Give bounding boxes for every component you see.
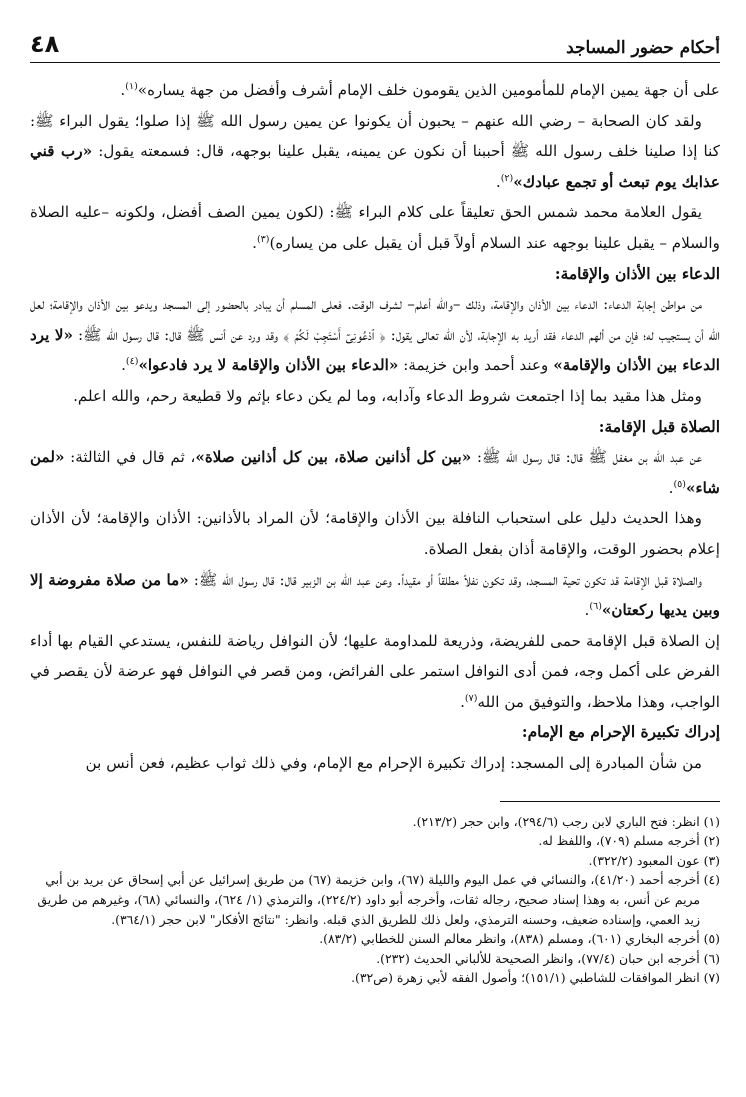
footnote: (٧) انظر الموافقات للشاطبي (١٥١/١)؛ وأصول الفقه لأبي زهرة (ص٣٢). bbox=[351, 970, 720, 986]
footnote-ref[interactable]: (٢) bbox=[500, 172, 514, 184]
paragraph: عن عبد الله بن مغفل ﷺ قال: قال رسول الله ﷺ: «بين كل أذانين صلاة، بين كل أذانين صلاة»، ثم قال في الثالثة: «لمن شاء»$^{(٥)}$. bbox=[30, 448, 720, 497]
footnote-ref[interactable]: (٥) bbox=[673, 478, 686, 490]
paragraph: وهذا الحديث دليل على استحباب النافلة بين الأذان والإقامة؛ لأن المراد بالأذانين: الأذان والإقامة؛ لأن الأذان إعلام بحضور الوقت، والإقامة أذان بفعل الصلاة. bbox=[30, 509, 720, 558]
paragraph: يقول العلامة محمد شمس الحق تعليقاً على كلام البراء ﷺ: (لكون يمين الصف أفضل، ولكونه –عليه الصلاة والسلام – يقبل علينا بوجهه عند السلام أولاً قبل أن يقبل على من يساره)$^{(٣)}$. bbox=[30, 203, 720, 252]
hadith-quote: «لا يرد الدعاء بين الأذان والإقامة» bbox=[30, 325, 720, 375]
running-header bbox=[30, 28, 720, 63]
section-heading: الدعاء بين الأذان والإقامة: bbox=[554, 264, 720, 283]
paragraph: من شأن المبادرة إلى المسجد: إدراك تكبيرة الإحرام مع الإمام، وفي ذلك ثواب عظيم، فعن أنس بن bbox=[85, 754, 702, 773]
footnote: (٦) أخرجه ابن حبان (٧٧/٤)، وانظر الصحيحة للألباني الحديث (٢٣٢). bbox=[376, 950, 720, 966]
page bbox=[30, 28, 720, 988]
page-number: ٤٨ bbox=[30, 30, 60, 58]
hadith-quote: «بين كل أذانين صلاة، بين كل أذانين صلاة» bbox=[195, 448, 472, 467]
paragraph: ولقد كان الصحابة – رضي الله عنهم – يحبون أن يكونوا عن يمين رسول الله ﷺ إذا صلوا؛ يقول البراء ﷺ: كنا إذا صلينا خلف رسول الله ﷺ أحببنا أن نكون عن يمينه، يقبل علينا بوجهه، قال: فسمعته يقول: «رب قني عذابك يوم تبعث أو تجمع عبادك»$^{(٢)}$. bbox=[30, 111, 720, 191]
hadith-quote: «ما من صلاة مفروضة إلا وبين يديها ركعتان» bbox=[30, 570, 720, 620]
footnote-ref[interactable]: (٦) bbox=[589, 601, 602, 613]
section-heading: الصلاة قبل الإقامة: bbox=[598, 417, 720, 436]
running-title: أحكام حضور المساجد bbox=[566, 38, 720, 58]
footnote-ref[interactable]: (٣) bbox=[256, 233, 270, 245]
footnote: (٣) عون المعبود (٣٢٢/٢). bbox=[588, 852, 720, 868]
paragraph: والصلاة قبل الإقامة قد تكون تحية المسجد، وقد تكون نفلاً مطلقاً أو مقيداً. وعن عبد الله بن الزبير قال: قال رسول الله ﷺ: «ما من صلاة مفروضة إلا وبين يديها ركعتان»$^{(٦)}$. bbox=[30, 570, 720, 620]
quran-quote: ﴿ ٱدْعُونِىٓ أَسْتَجِبْ لَكُمْ ﴾ bbox=[283, 325, 386, 344]
footnote-separator bbox=[500, 801, 720, 802]
footnote-ref[interactable]: (٧) bbox=[464, 692, 478, 704]
footnotes bbox=[30, 812, 720, 988]
paragraph: ومثل هذا مقيد بما إذا اجتمعت شروط الدعاء وآدابه، وما لم يكن دعاء بإثم ولا قطيعة رحم، والله اعلم. bbox=[73, 386, 702, 405]
hadith-quote: «رب قني عذابك يوم تبعث أو تجمع عبادك» bbox=[30, 142, 720, 191]
footnote-ref[interactable]: (٤) bbox=[125, 356, 139, 368]
hadith-quote: «الدعاء بين الأذان والإقامة لا يرد فادعوا» bbox=[138, 356, 399, 375]
hadith-quote: «لمن شاء» bbox=[30, 448, 720, 497]
footnote: (٢) أخرجه مسلم (٧٠٩)، واللفظ له. bbox=[538, 833, 720, 849]
section-heading: إدراك تكبيرة الإحرام مع الإمام: bbox=[521, 723, 720, 742]
footnote: (١) انظر: فتح الباري لابن رجب (٢٩٤/٦)، وابن حجر (٢١٣/٢). bbox=[412, 813, 720, 829]
footnote: (٤) أخرجه أحمد (٤١/٢٠)، والنسائي في عمل اليوم والليلة (٦٧)، وابن خزيمة (٦٧) من طريق إسرائيل عن أبي إسحاق عن بريد بن أبي مريم عن أنس، به وهذا إسناد صحيح، رجاله ثقات، وأخرجه أبو داود (٢٢٤/٢)، والترمذي (١/ ٦٢٤)، والنسائي (٦٨)، وغيرهم من طريق زيد العمي، وإسناده ضعيف، وحسنه الترمذي، ولعل ذلك للطريق الذي قبله. وانظر: "نتائج الأفكار" لابن حجر (٣٦٤/١). bbox=[37, 872, 720, 927]
main-text bbox=[30, 75, 720, 779]
paragraph: إن الصلاة قبل الإقامة حمى للفريضة، وذريعة للمداومة عليها؛ لأن النوافل رياضة للنفس، يستدعي القيام بها أداء الفرض على أكمل وجه، فمن أدى النوافل استمر على الفرائض، ومن قصر في النوافل فهو عرضة لأن يقصر في الواجب، وهذا ملاحظ، والتوفيق من الله$^{(٧)}$. bbox=[30, 631, 720, 711]
paragraph: من مواطن إجابة الدعاء: الدعاء بين الأذان والإقامة، وذلك –والله أعلم– لشرف الوقت. فعلى المسلم أن يبادر بالحضور إلى المسجد ويدعو بين الأذان والإقامة؛ لعل الله أن يستجيب له؛ فإن من ألهم الدعاء فقد أريد به الإجابة، لأن الله تعالى يقول: ﴿ ٱدْعُونِىٓ أَسْتَجِبْ لَكُمْ ﴾ وقد ورد عن أنس ﷺ قال: قال رسول الله ﷺ: «لا يرد الدعاء بين الأذان والإقامة» وعند أحمد وابن خزيمة: «الدعاء بين الأذان والإقامة لا يرد فادعوا»$^{(٤)}$. bbox=[30, 295, 721, 375]
footnote: (٥) أخرجه البخاري (٦٠١)، ومسلم (٨٣٨)، وانظر معالم السنن للخطابي (٨٣/٢). bbox=[319, 931, 720, 947]
paragraph: على أن جهة يمين الإمام للمأمومين الذين يقومون خلف الإمام أشرف وأفضل من جهة يساره»$^{(١)}$. bbox=[120, 80, 720, 99]
footnote-ref[interactable]: (١) bbox=[125, 80, 138, 92]
